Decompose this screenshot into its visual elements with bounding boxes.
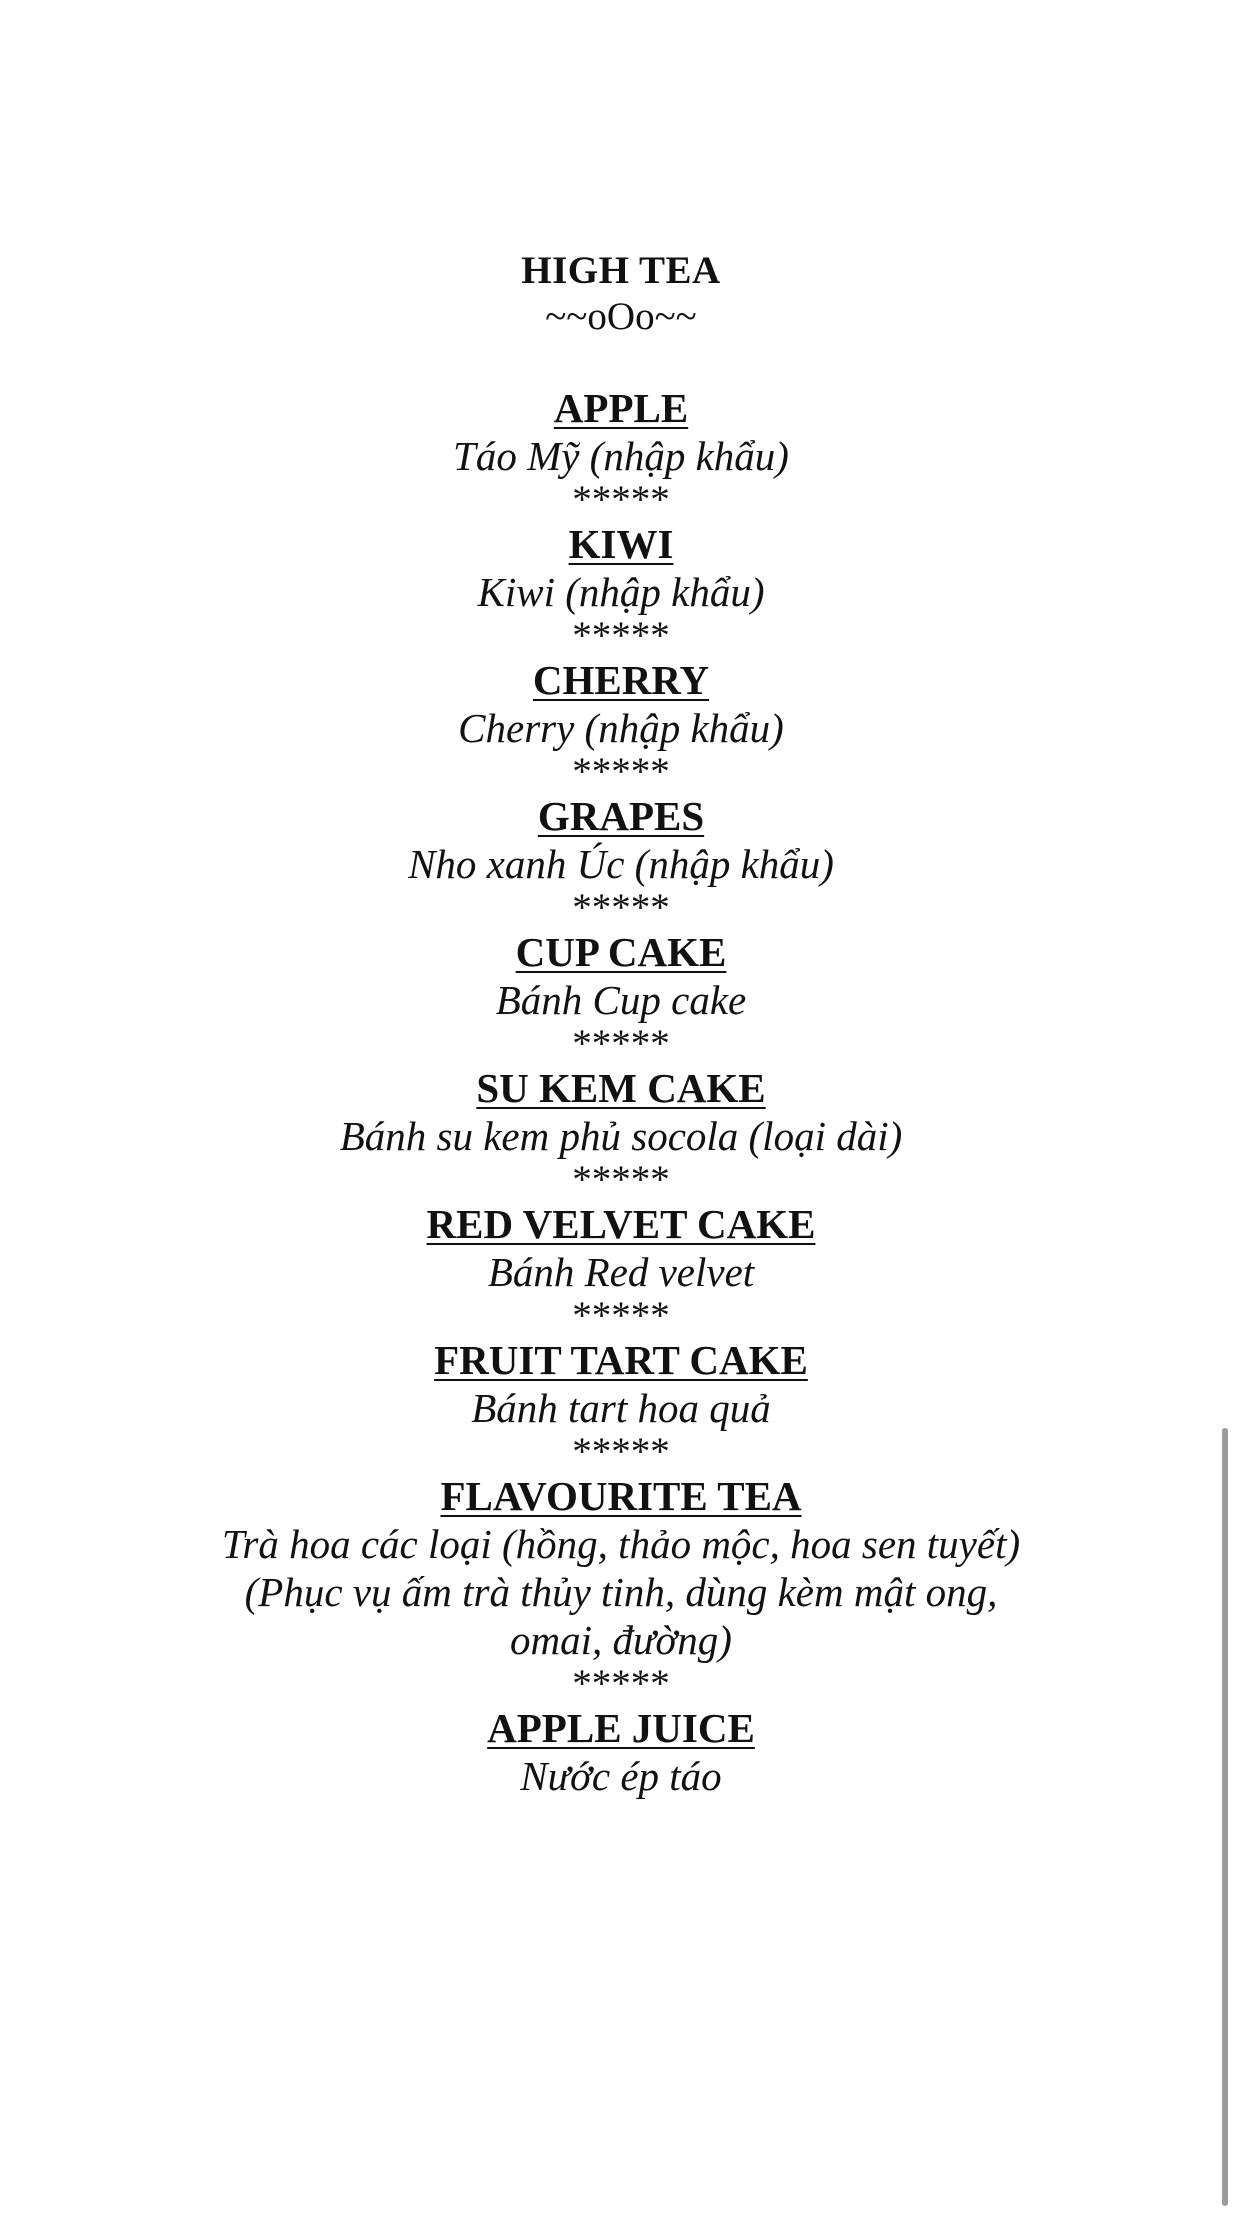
menu-item: [0, 1704, 1242, 1800]
menu-title: HIGH TEA: [521, 249, 721, 292]
menu-item-name: KIWI: [568, 521, 674, 567]
menu-item-name: CHERRY: [532, 657, 710, 703]
menu-item-description: Bánh tart hoa quả: [471, 1385, 771, 1431]
menu-item: [0, 520, 1242, 660]
menu-item: [0, 1472, 1242, 1708]
menu-item-name: APPLE JUICE: [487, 1705, 755, 1751]
menu-item-description: Táo Mỹ (nhập khẩu): [453, 433, 789, 479]
menu-item-name: SU KEM CAKE: [476, 1065, 766, 1111]
menu-item-separator: *****: [572, 614, 670, 657]
menu-item-name: CUP CAKE: [515, 929, 727, 975]
menu-item-separator: *****: [572, 1294, 670, 1337]
menu-item-name: FRUIT TART CAKE: [434, 1337, 808, 1383]
menu-item: [0, 1200, 1242, 1340]
menu-item-name: RED VELVET CAKE: [426, 1201, 816, 1247]
menu-item-name: APPLE: [553, 385, 689, 431]
menu-item-separator: *****: [572, 886, 670, 929]
menu-item: [0, 792, 1242, 932]
menu-item-description: Bánh Cup cake: [495, 977, 747, 1023]
menu-item-separator: *****: [572, 1430, 670, 1473]
menu-items: [0, 384, 1242, 1800]
menu-item-separator: *****: [572, 1158, 670, 1201]
menu-item-separator: *****: [572, 478, 670, 521]
menu-item-separator: *****: [572, 1662, 670, 1705]
menu-item-description: Nước ép táo: [520, 1753, 722, 1799]
menu-item: [0, 656, 1242, 796]
menu-item-description: Nho xanh Úc (nhập khẩu): [408, 841, 834, 887]
menu-item-description: Bánh su kem phủ socola (loại dài): [339, 1113, 903, 1159]
scrollbar[interactable]: [1222, 1428, 1228, 2206]
menu-item-description: Bánh Red velvet: [487, 1249, 755, 1295]
menu-item-separator: *****: [572, 1022, 670, 1065]
menu-item: [0, 1064, 1242, 1204]
menu-item-description: Cherry (nhập khẩu): [458, 705, 784, 751]
menu-item-description: Trà hoa các loại (hồng, thảo mộc, hoa sen tuyết) (Phục vụ ấm trà thủy tinh, dùng kèm mật ong, omai, đường): [221, 1521, 1021, 1663]
menu-item-name: GRAPES: [537, 793, 705, 839]
title-ornament: ~~oOo~~: [545, 295, 697, 338]
menu-item-description: Kiwi (nhập khẩu): [477, 569, 765, 615]
menu-item-name: FLAVOURITE TEA: [440, 1473, 802, 1519]
menu-item-separator: *****: [572, 750, 670, 793]
menu-item: [0, 384, 1242, 524]
menu-item: [0, 1336, 1242, 1476]
menu-item: [0, 928, 1242, 1068]
